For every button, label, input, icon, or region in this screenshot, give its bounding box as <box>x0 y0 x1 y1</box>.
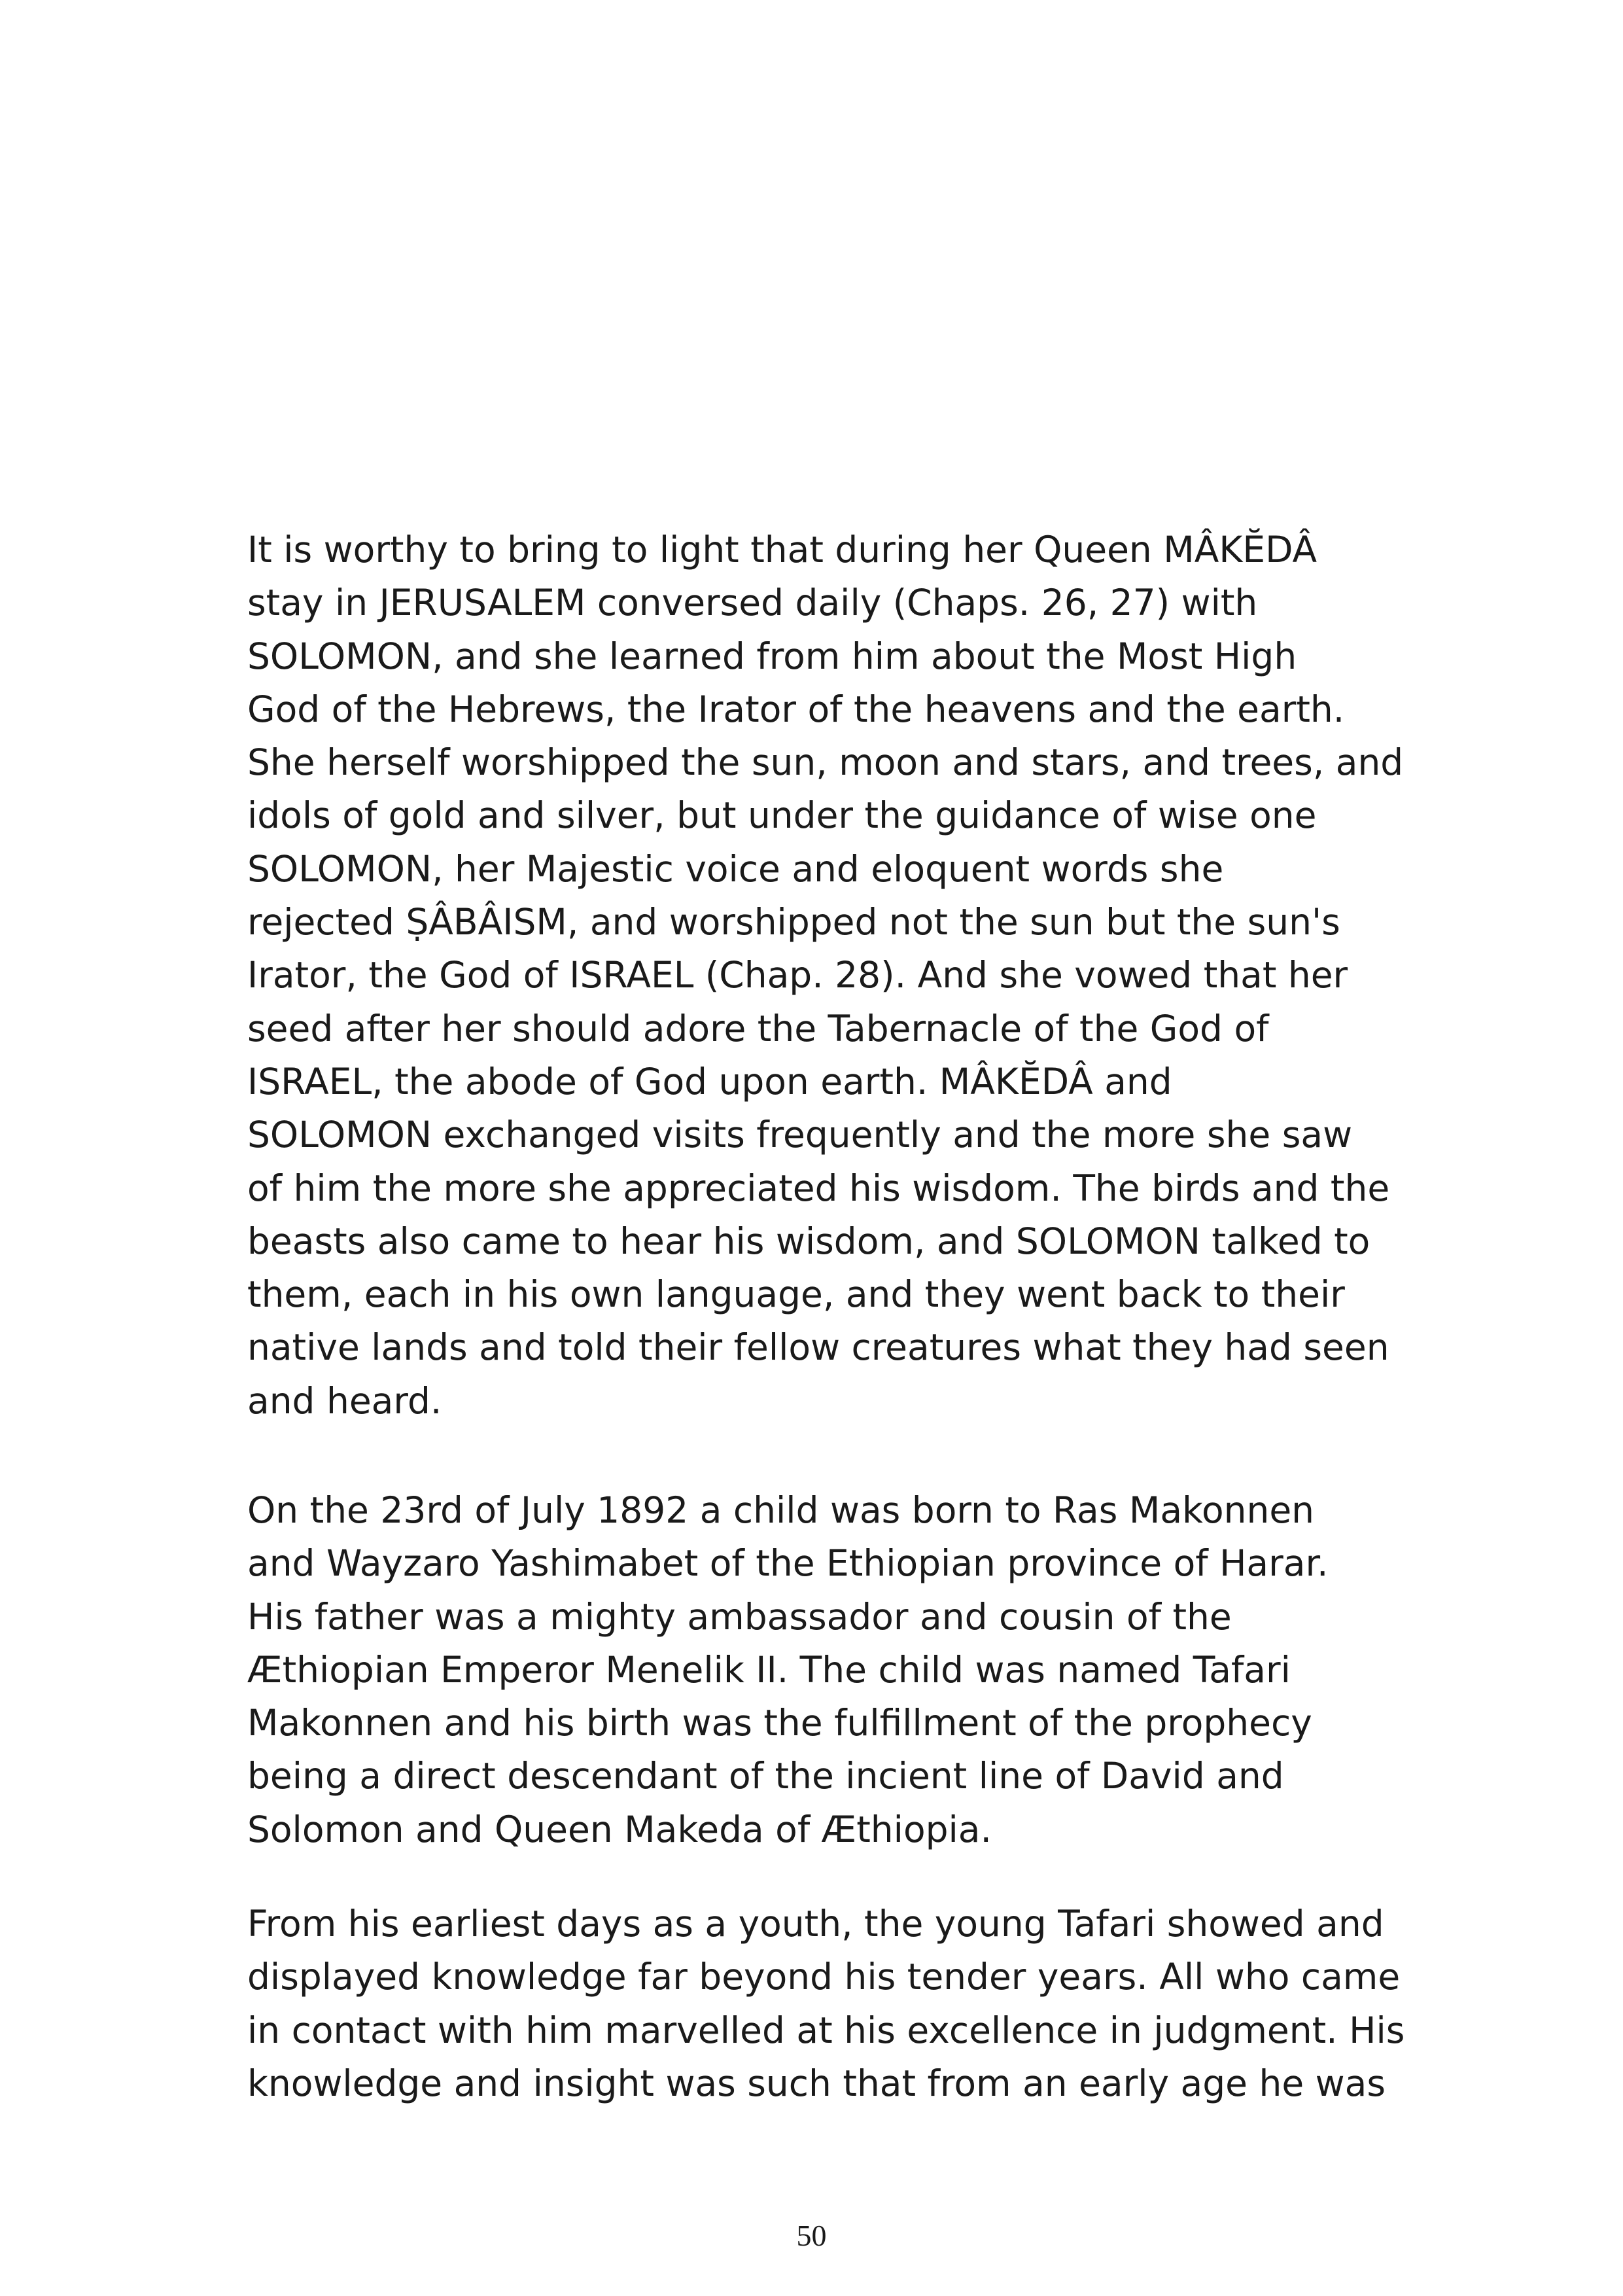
paragraph-makeda-solomon <box>247 523 1404 1428</box>
text-line: SOLOMON exchanged visits frequently and the more she saw <box>247 1114 1353 1156</box>
text-line: and heard. <box>247 1379 442 1422</box>
text-line: Solomon and Queen Makeda of Æthiopia. <box>247 1808 992 1850</box>
text-line: ISRAEL, the abode of God upon earth. MÂKĔDÂ and <box>247 1060 1172 1103</box>
text-line: and Wayzaro Yashimabet of the Ethiopian province of Harar. <box>247 1542 1329 1585</box>
text-line: Makonnen and his birth was the fulfillment of the prophecy <box>247 1702 1312 1744</box>
page-number: 50 <box>796 2219 827 2252</box>
text-line: From his earliest days as a youth, the young Tafari showed and <box>247 1903 1384 1945</box>
paragraph-tafari-youth <box>247 1898 1405 2110</box>
text-line: idols of gold and silver, but under the guidance of wise one <box>247 794 1317 837</box>
text-line: SOLOMON, her Majestic voice and eloquent words she <box>247 847 1224 890</box>
text-line: His father was a mighty ambassador and cousin of the <box>247 1595 1232 1638</box>
text-line: beasts also came to hear his wisdom, and SOLOMON talked to <box>247 1220 1370 1262</box>
text-line: SOLOMON, and she learned from him about the Most High <box>247 635 1297 677</box>
text-line: native lands and told their fellow creatures what they had seen <box>247 1326 1389 1369</box>
text-line: God of the Hebrews, the Irator of the heavens and the earth. <box>247 688 1345 730</box>
text-line: stay in JERUSALEM conversed daily (Chaps. 26, 27) with <box>247 582 1258 624</box>
text-line: in contact with him marvelled at his excellence in judgment. His <box>247 2009 1405 2051</box>
text-line: rejected ṢÂBÂISM, and worshipped not the sun but the sun's <box>247 901 1340 944</box>
text-line: being a direct descendant of the incient line of David and <box>247 1755 1284 1797</box>
paragraph-tafari-birth <box>247 1484 1399 1856</box>
text-line: seed after her should adore the Tabernacle of the God of <box>247 1007 1269 1050</box>
text-line: She herself worshipped the sun, moon and stars, and trees, and <box>247 741 1404 784</box>
text-line: of him the more she appreciated his wisdom. The birds and the <box>247 1167 1390 1209</box>
text-line: On the 23rd of July 1892 a child was born to Ras Makonnen <box>247 1489 1315 1531</box>
text-line: It is worthy to bring to light that during her Queen MÂKĔDÂ <box>247 529 1318 571</box>
text-line: Irator, the God of ISRAEL (Chap. 28). And she vowed that her <box>247 954 1348 997</box>
text-line: displayed knowledge far beyond his tender years. All who came <box>247 1956 1401 1998</box>
text-line: knowledge and insight was such that from an early age he was <box>247 2062 1386 2104</box>
text-line: them, each in his own language, and they went back to their <box>247 1273 1345 1316</box>
text-line: Æthiopian Emperor Menelik II. The child was named Tafari <box>247 1648 1291 1691</box>
